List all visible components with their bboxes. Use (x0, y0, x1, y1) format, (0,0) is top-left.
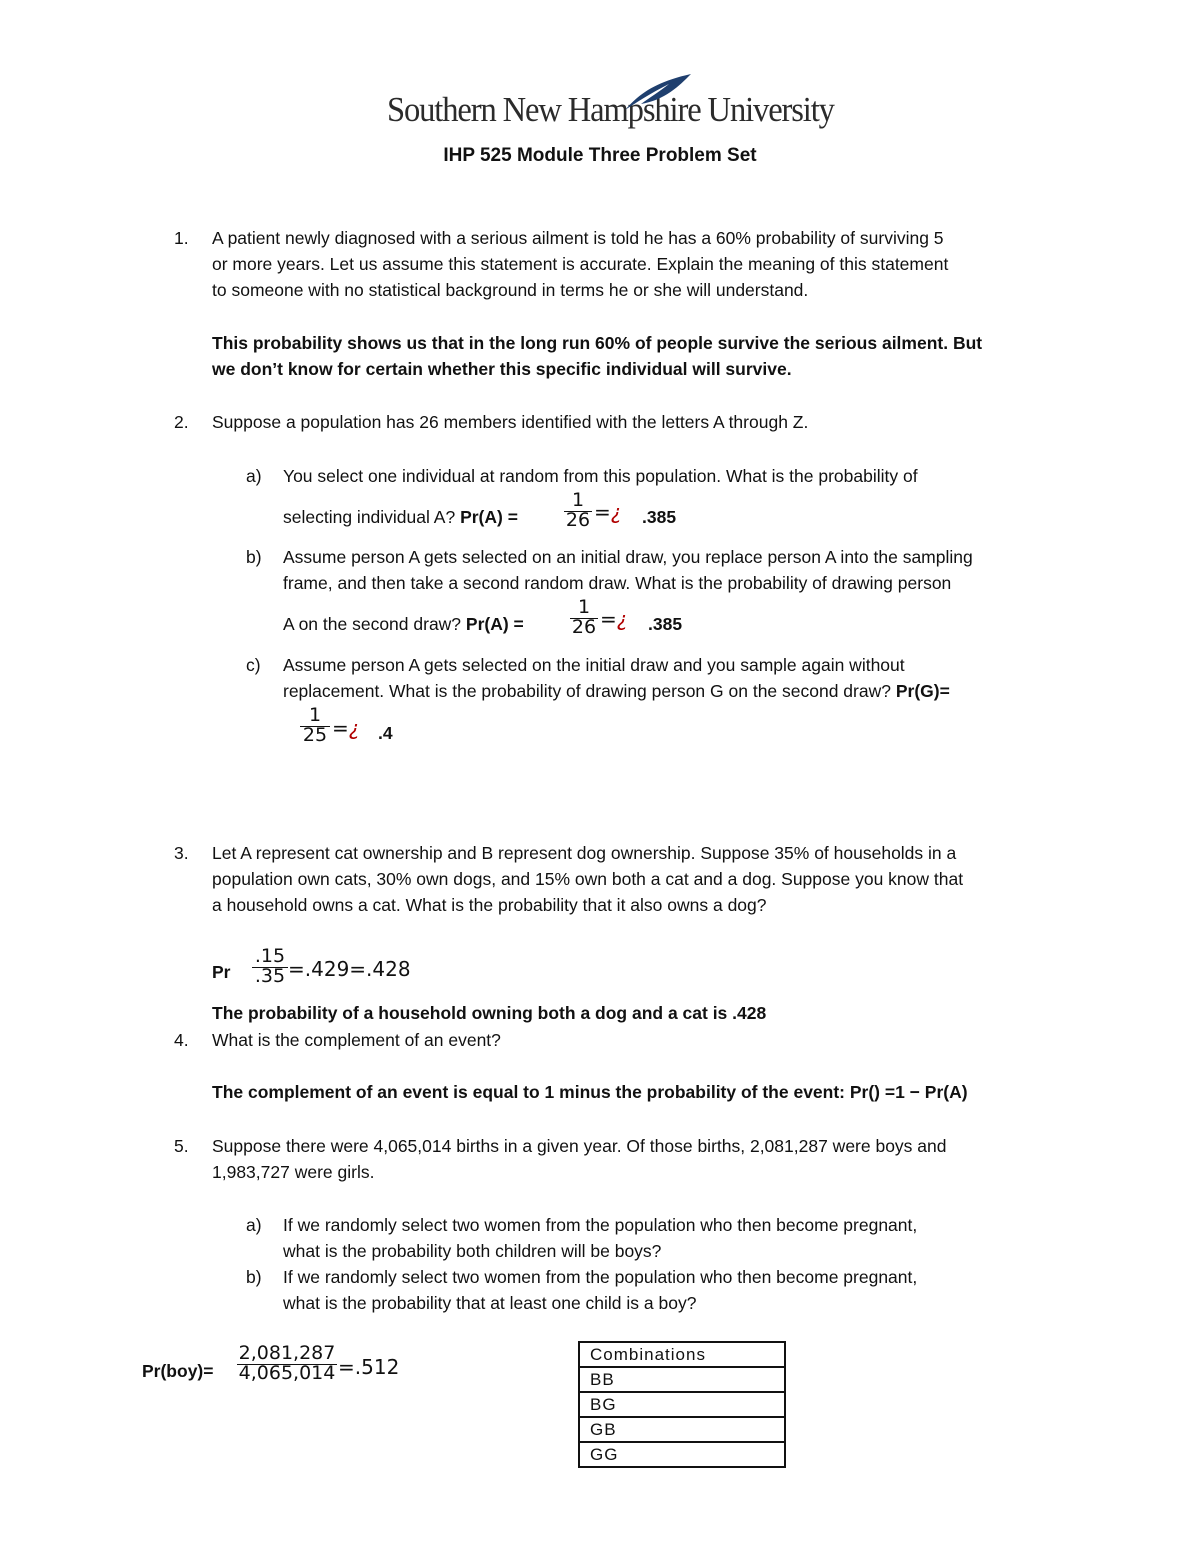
q2a-label: a) (246, 466, 262, 486)
university-name: Southern New Hampshire University (387, 90, 834, 129)
q5a-line-2: what is the probability both children will be boys? (283, 1241, 662, 1261)
q3-line-1: Let A represent cat ownership and B represent dog ownership. Suppose 35% of households in a (212, 843, 957, 863)
combination-cell: GG (579, 1442, 785, 1467)
q2a-numerator: 1 (571, 489, 585, 511)
q2a-denominator: 26 (565, 509, 591, 531)
combinations-table (578, 1341, 786, 1468)
q2b-equals (600, 607, 627, 631)
page-title: IHP 525 Module Three Problem Set (443, 145, 757, 166)
q2b-glyph: ¿ (616, 607, 628, 631)
q2a-line-1: You select one individual at random from this population. What is the probability of (283, 466, 918, 486)
q5a-label: a) (246, 1215, 262, 1235)
q2c-glyph: ¿ (348, 716, 360, 740)
q1-answer-1: This probability shows us that in the long run 60% of people survive the serious ailment. But (212, 333, 983, 353)
q2b-pr: Pr(A) = (465, 614, 524, 634)
q2c-denominator: 25 (302, 724, 328, 746)
q5b-line-2: what is the probability that at least one child is a boy? (283, 1293, 697, 1313)
table-row (579, 1442, 785, 1467)
q2c-question: replacement. What is the probability of drawing person G on the second draw? (283, 681, 896, 701)
q3-denominator: .35 (254, 965, 286, 987)
q2-number: 2. (174, 412, 189, 432)
leaf-icon (619, 72, 693, 112)
q2c-answer: .4 (378, 723, 393, 743)
q2b-line-1: Assume person A gets selected on an initial draw, you replace person A into the sampling (283, 547, 973, 567)
q2c-eq-sign: = (332, 716, 349, 740)
q2b-numerator: 1 (577, 596, 591, 618)
q5-denominator: 4,065,014 (238, 1362, 336, 1384)
q2a-eq-sign: = (594, 500, 611, 524)
q3-numerator: .15 (254, 945, 286, 967)
q2c-numerator: 1 (308, 704, 322, 726)
q2a-equals (594, 500, 621, 524)
q3-equals: =.429=.428 (288, 957, 411, 981)
q2b-label: b) (246, 547, 262, 567)
q2a-pr: Pr(A) = (460, 507, 518, 527)
q5a-line-1: If we randomly select two women from the population who then become pregnant, (283, 1215, 918, 1235)
q2a-glyph: ¿ (610, 500, 622, 524)
q5b-line-1: If we randomly select two women from the population who then become pregnant, (283, 1267, 918, 1287)
q5-fraction (237, 1342, 337, 1384)
q2a-question: selecting individual A? (283, 507, 461, 527)
table-row (579, 1367, 785, 1392)
q5-numerator: 2,081,287 (238, 1342, 336, 1364)
q2c-line-2 (283, 678, 950, 704)
combination-cell: BG (579, 1392, 785, 1417)
q2c-line-1: Assume person A gets selected on the initial draw and you sample again without (283, 655, 905, 675)
q2b-question: A on the second draw? (283, 614, 466, 634)
table-row (579, 1342, 785, 1367)
q2-text: Suppose a population has 26 members identified with the letters A through Z. (212, 412, 809, 432)
q2b-fraction (570, 596, 598, 638)
q5-line-1: Suppose there were 4,065,014 births in a given year. Of those births, 2,081,287 were boys and (212, 1136, 947, 1156)
q3-line-3: a household owns a cat. What is the probability that it also owns a dog? (212, 895, 767, 915)
q1-line-1: A patient newly diagnosed with a serious ailment is told he has a 60% probability of surviving 5 (212, 228, 944, 248)
q2c-equals (332, 716, 359, 740)
q3-pr: Pr (212, 962, 231, 982)
q1-line-3: to someone with no statistical background in terms he or she will understand. (212, 280, 809, 300)
q2c-pr: Pr(G)= (895, 681, 950, 701)
q2b-denominator: 26 (571, 616, 597, 638)
q2a-answer: .385 (642, 507, 677, 527)
combination-cell: BB (579, 1367, 785, 1392)
q5-number: 5. (174, 1136, 189, 1156)
university-logo (387, 72, 834, 138)
q5-pr-boy: Pr(boy)= (142, 1361, 214, 1381)
q5b-label: b) (246, 1267, 262, 1287)
q2b-line-2: frame, and then take a second random draw. What is the probability of drawing person (283, 573, 952, 593)
q3-fraction (252, 945, 288, 987)
combinations-header: Combinations (579, 1342, 785, 1367)
q3-line-2: population own cats, 30% own dogs, and 15% own both a cat and a dog. Suppose you know that (212, 869, 964, 889)
q3-number: 3. (174, 843, 189, 863)
q1-number: 1. (174, 228, 189, 248)
q4-text: What is the complement of an event? (212, 1030, 501, 1050)
q4-number: 4. (174, 1030, 189, 1050)
q5-equals: =.512 (338, 1355, 400, 1379)
q2a-fraction (564, 489, 592, 531)
table-row (579, 1417, 785, 1442)
q2a-line-2 (283, 504, 518, 530)
table-row (579, 1392, 785, 1417)
q2b-answer: .385 (648, 614, 683, 634)
q2b-line-3 (283, 611, 524, 637)
q5-line-2: 1,983,727 were girls. (212, 1162, 375, 1182)
q1-answer-2: we don’t know for certain whether this specific individual will survive. (212, 359, 792, 379)
q4-answer: The complement of an event is equal to 1 minus the probability of the event: Pr() =1 − Pr(A) (212, 1082, 968, 1102)
q1-line-2: or more years. Let us assume this statement is accurate. Explain the meaning of this statement (212, 254, 949, 274)
q2b-eq-sign: = (600, 607, 617, 631)
q2c-fraction (300, 704, 330, 746)
q3-answer: The probability of a household owning both a dog and a cat is .428 (212, 1003, 767, 1023)
q2c-label: c) (246, 655, 261, 675)
combination-cell: GB (579, 1417, 785, 1442)
